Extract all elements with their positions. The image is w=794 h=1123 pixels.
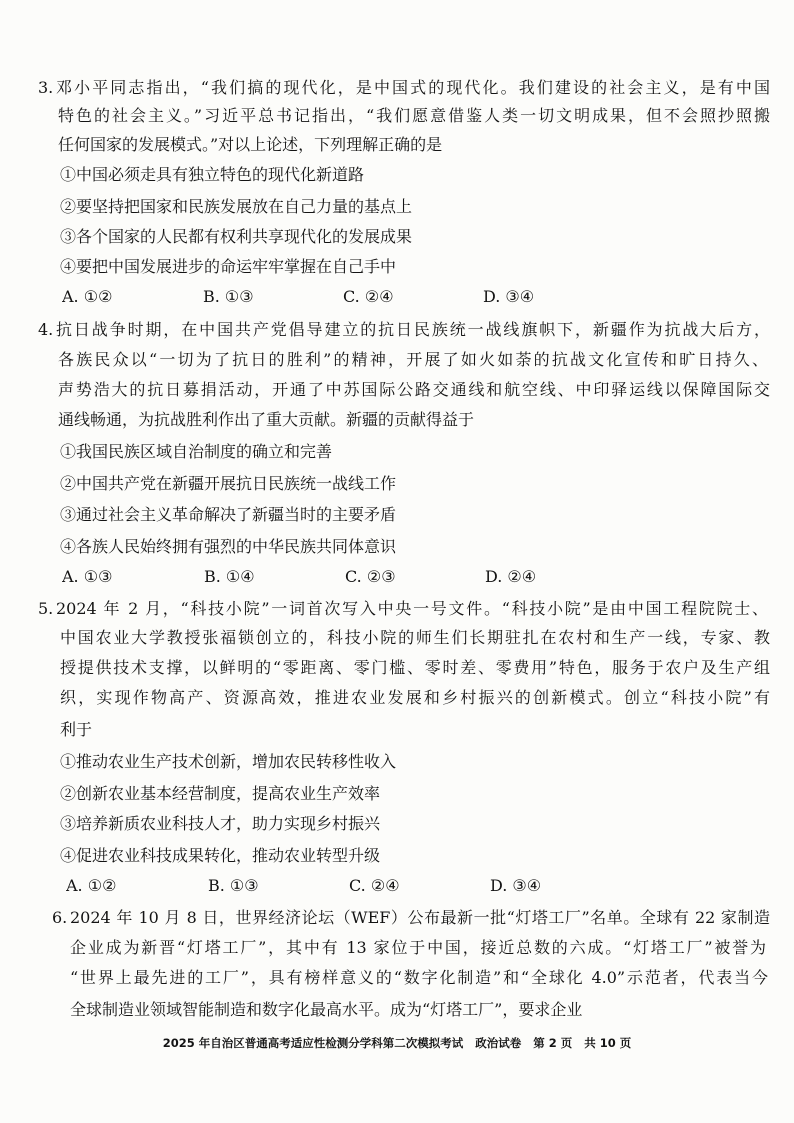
choice-b: B. ①④: [204, 567, 255, 586]
question-stem-line: 利于: [60, 720, 93, 739]
choice-d: D. ③④: [483, 287, 535, 306]
question-stem-line: 企业成为新晋“灯塔工厂”，其中有 13 家位于中国，接近总数的六成。“灯塔工厂”被誉为: [70, 938, 766, 957]
statement-2: ②中国共产党在新疆开展抗日民族统一战线工作: [60, 474, 397, 493]
page-total: 共 10 页: [584, 1036, 632, 1050]
choice-a: A. ①②: [66, 876, 117, 895]
statement-4: ④促进农业科技成果转化，推动农业转型升级: [60, 846, 381, 865]
statement-2: ②要坚持把国家和民族发展放在自己力量的基点上: [60, 197, 413, 216]
question-stem-line: 织，实现作物高产、资源高效，推进农业发展和乡村振兴的创新模式。创立“科技小院”有: [60, 688, 770, 707]
question-stem-line: 授提供技术支撑，以鲜明的“零距离、零门槛、零时差、零费用”特色，服务于农户及生产组: [60, 658, 770, 677]
statement-2: ②创新农业基本经营制度，提高农业生产效率: [60, 784, 381, 803]
exam-name: 2025 年自治区普通高考适应性检测分学科第二次模拟考试: [162, 1036, 464, 1050]
statement-3: ③通过社会主义革命解决了新疆当时的主要矛盾: [60, 505, 397, 524]
question-stem-line: 通线畅通，为抗战胜利作出了重大贡献。新疆的贡献得益于: [58, 410, 475, 429]
question-stem-line: 邓小平同志指出，“我们搞的现代化，是中国式的现代化。我们建设的社会主义，是有中国: [56, 78, 770, 97]
choice-a: A. ①②: [62, 287, 113, 306]
statement-1: ①中国必须走具有独立特色的现代化新道路: [60, 165, 365, 184]
question-stem-line: 全球制造业领域智能制造和数字化最高水平。成为“灯塔工厂”，要求企业: [70, 1000, 583, 1019]
question-stem-line: 各族民众以“一切为了抗日的胜利”的精神，开展了如火如荼的抗战文化宣传和旷日持久、: [58, 350, 768, 369]
statement-1: ①我国民族区域自治制度的确立和完善: [60, 442, 333, 461]
choice-a: A. ①③: [62, 567, 113, 586]
choice-b: B. ①③: [208, 876, 259, 895]
question-number: 6.: [52, 908, 68, 927]
choice-c: C. ②④: [349, 876, 400, 895]
statement-4: ④各族人民始终拥有强烈的中华民族共同体意识: [60, 537, 397, 556]
question-stem-line: 中国农业大学教授张福锁创立的，科技小院的师生们长期驻扎在农村和生产一线，专家、教: [60, 628, 770, 647]
question-stem-line: 任何国家的发展模式。”对以上论述，下列理解正确的是: [58, 135, 443, 154]
page-footer: [0, 1033, 794, 1053]
statement-3: ③培养新质农业科技人才，助力实现乡村振兴: [60, 814, 381, 833]
question-number: 4.: [38, 320, 54, 339]
question-stem-line: 特色的社会主义。”习近平总书记指出，“我们愿意借鉴人类一切文明成果，但不会照抄照搬: [58, 106, 770, 125]
question-stem-line: 声势浩大的抗日募捐活动，开通了中苏国际公路交通线和航空线、中印驿运线以保障国际交: [58, 380, 770, 399]
page-number: 第 2 页: [533, 1036, 573, 1050]
statement-3: ③各个国家的人民都有权利共享现代化的发展成果: [60, 227, 413, 246]
choice-d: D. ③④: [490, 876, 542, 895]
question-stem-line: 2024 年 10 月 8 日，世界经济论坛（WEF）公布最新一批“灯塔工厂”名单。全球有 22 家制造: [70, 908, 770, 927]
choice-c: C. ②④: [343, 287, 394, 306]
subject-name: 政治试卷: [475, 1036, 522, 1050]
statement-4: ④要把中国发展进步的命运牢牢掌握在自己手中: [60, 257, 397, 276]
choice-c: C. ②③: [345, 567, 396, 586]
question-stem-line: “世界上最先进的工厂”，具有榜样意义的“数字化制造”和“全球化 4.0”示范者，代表当今: [70, 968, 768, 987]
question-number: 3.: [38, 78, 54, 97]
question-number: 5.: [38, 599, 54, 618]
choice-d: D. ②④: [485, 567, 537, 586]
statement-1: ①推动农业生产技术创新，增加农民转移性收入: [60, 752, 397, 771]
question-stem-line: 2024 年 2 月，“科技小院”一词首次写入中央一号文件。“科技小院”是由中国工程院院士、: [56, 599, 768, 618]
choice-b: B. ①③: [203, 287, 254, 306]
question-stem-line: 抗日战争时期，在中国共产党倡导建立的抗日民族统一战线旗帜下，新疆作为抗战大后方，: [56, 320, 770, 339]
